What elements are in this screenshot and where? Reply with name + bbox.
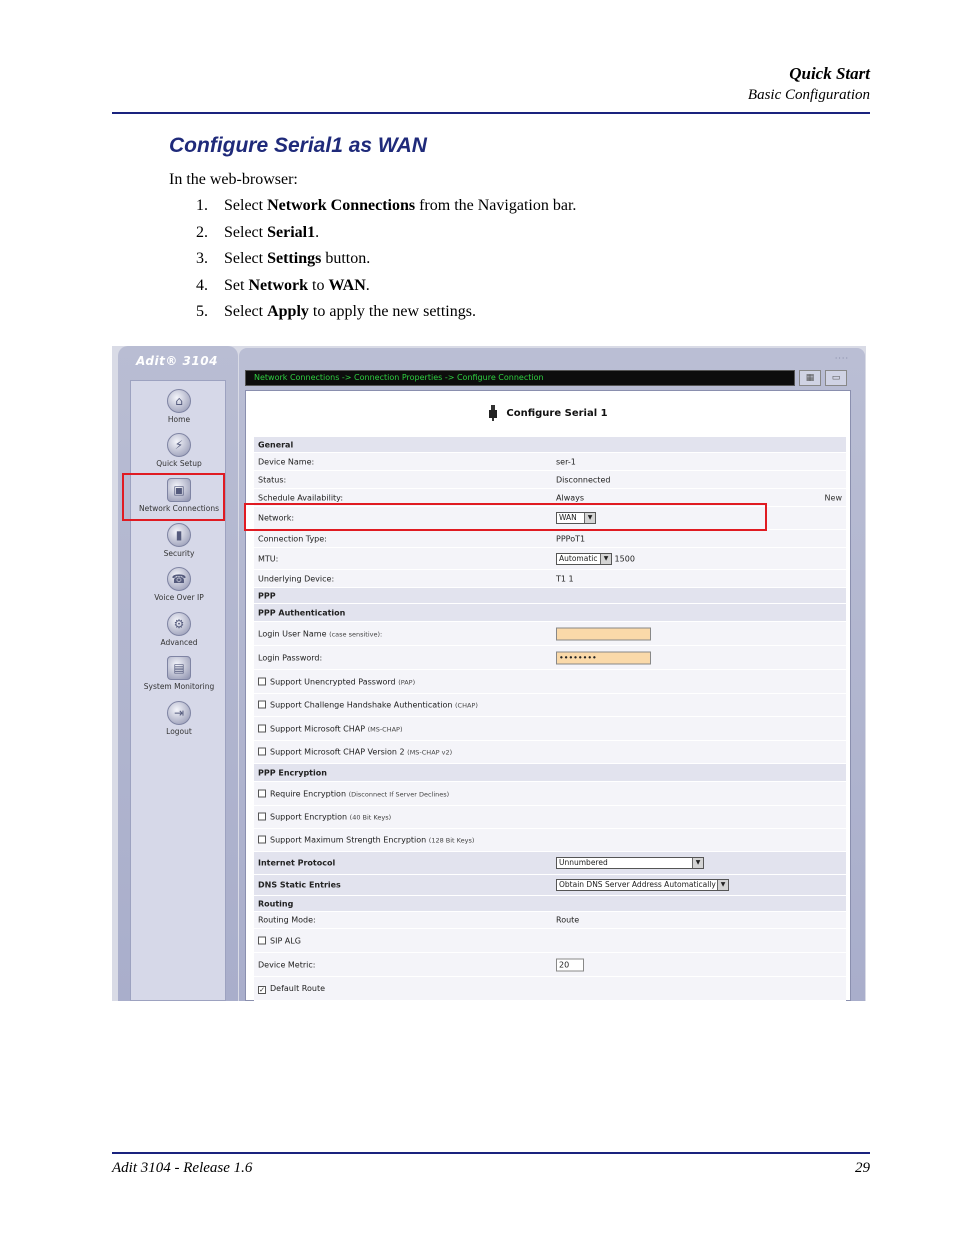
row-require-encryption: Require Encryption (Disconnect If Server Declines) [254,782,846,806]
login-user-input[interactable] [556,627,651,640]
tools-icon: ⚙ [167,612,191,636]
section-routing: Routing [254,896,846,912]
nav-item-logout[interactable]: ⇥ Logout [131,701,227,736]
nav-item-quick-setup[interactable]: ⚡ Quick Setup [131,433,227,468]
require-encryption-checkbox[interactable] [258,789,266,797]
nav-item-network-connections[interactable]: ▣ Network Connections [131,478,227,513]
logout-icon: ⇥ [167,701,191,725]
row-underlying-device: Underlying Device: T1 1 [254,570,846,588]
mschap-checkbox[interactable] [258,724,266,732]
chap-checkbox[interactable] [258,701,266,709]
device-metric-input[interactable]: 20 [556,958,584,971]
content-area [245,390,851,1001]
network-icon: ▣ [167,478,191,502]
phone-icon: ☎ [167,567,191,591]
row-login-user: Login User Name (case sensitive): [254,622,846,646]
web-ui-screenshot [112,346,866,1001]
serial-connector-icon [488,405,498,421]
dns-select[interactable]: Obtain DNS Server Address Automatically ▼ [556,879,729,891]
header-subtitle: Basic Configuration [747,87,870,103]
nav-item-voice-over-ip[interactable]: ☎ Voice Over IP [131,567,227,602]
nav-item-advanced[interactable]: ⚙ Advanced [131,612,227,647]
row-login-password: Login Password: •••••••• [254,646,846,670]
window-icon[interactable]: ▭ [825,370,847,386]
highlight-network-row [244,503,767,531]
max-encryption-checkbox[interactable] [258,836,266,844]
row-sip-alg: SIP ALG [254,929,846,953]
mtu-value: 1500 [614,554,635,563]
step-5: 5. Select Apply to apply the new settings. [196,303,476,320]
section-ppp: PPP [254,588,846,604]
section-ppp-encryption: PPP Encryption [254,764,846,782]
page-number: 29 [855,1160,870,1176]
sip-alg-checkbox[interactable] [258,936,266,944]
row-routing-mode: Routing Mode: Route [254,912,846,929]
section-ppp-auth: PPP Authentication [254,604,846,622]
row-support-encryption: Support Encryption (40 Bit Keys) [254,806,846,829]
default-route-checkbox[interactable]: ✓ [259,985,265,994]
row-internet-protocol: Internet Protocol Unnumbered ▼ [254,852,846,875]
app-title: Adit® 3104 [136,354,218,368]
row-network: Network: WAN ▼ [254,507,846,530]
login-password-input[interactable]: •••••••• [556,651,651,664]
header-rule [112,112,870,114]
chevron-down-icon: ▼ [600,554,611,564]
row-mtu: MTU: Automatic ▼ 1500 [254,548,846,570]
highlight-network-connections [122,473,225,521]
chevron-down-icon: ▼ [584,513,595,523]
row-schedule: Schedule Availability: Always New [254,489,846,507]
footer-release: Adit 3104 - Release 1.6 [112,1160,253,1176]
row-max-encryption: Support Maximum Strength Encryption (128 Bit Keys) [254,829,846,852]
home-icon: ⌂ [167,389,191,413]
monitor-icon: ▤ [167,656,191,680]
network-select[interactable]: WAN ▼ [556,512,596,524]
row-connection-type: Connection Type: PPPoT1 [254,530,846,548]
row-chap: Support Challenge Handshake Authentication (CHAP) [254,694,846,717]
nav-panel [118,346,238,1001]
page-title: Configure Serial 1 [246,405,850,421]
steps-list [196,197,576,330]
nav-item-home[interactable]: ⌂ Home [131,389,227,424]
sitemap-icon[interactable]: ▦ [799,370,821,386]
chevron-down-icon: ▼ [717,880,728,890]
row-pap: Support Unencrypted Password (PAP) [254,670,846,694]
step-3: 3. Select Settings button. [196,250,371,267]
main-frame [239,348,865,1001]
intro-text: In the web-browser: [169,171,298,188]
lock-icon: ▮ [167,523,191,547]
step-2: 2. Select Serial1. [196,223,320,241]
internet-protocol-select[interactable]: Unnumbered ▼ [556,857,704,869]
row-mschap2: Support Microsoft CHAP Version 2 (MS-CHAP v2) [254,741,846,764]
step-1: 1. Select Network Connections from the Navigation bar. [196,197,577,214]
window-grip: ···· [834,354,849,363]
row-mschap: Support Microsoft CHAP (MS-CHAP) [254,717,846,741]
footer-rule [112,1152,870,1154]
lightning-icon: ⚡ [167,433,191,457]
breadcrumb: Network Connections -> Connection Properties -> Configure Connection [245,370,795,386]
row-dns-static: DNS Static Entries Obtain DNS Server Address Automatically ▼ [254,875,846,896]
schedule-new-link[interactable]: New [824,493,842,502]
mschap2-checkbox[interactable] [258,748,266,756]
nav-item-system-monitoring[interactable]: ▤ System Monitoring [131,656,227,691]
section-general: General [254,437,846,453]
step-4: 4. Set Network to WAN. [196,276,370,294]
pap-checkbox[interactable] [258,677,266,685]
row-status: Status: Disconnected [254,471,846,489]
support-encryption-checkbox[interactable] [258,813,266,821]
chevron-down-icon: ▼ [692,858,703,868]
nav-item-security[interactable]: ▮ Security [131,523,227,558]
row-device-metric: Device Metric: 20 [254,953,846,977]
section-title: Configure Serial1 as WAN [169,134,427,157]
header-title: Quick Start [789,64,870,83]
mtu-select[interactable]: Automatic ▼ [556,553,612,565]
row-default-route: ✓ Default Route [254,977,846,1001]
row-device-name: Device Name: ser-1 [254,453,846,471]
